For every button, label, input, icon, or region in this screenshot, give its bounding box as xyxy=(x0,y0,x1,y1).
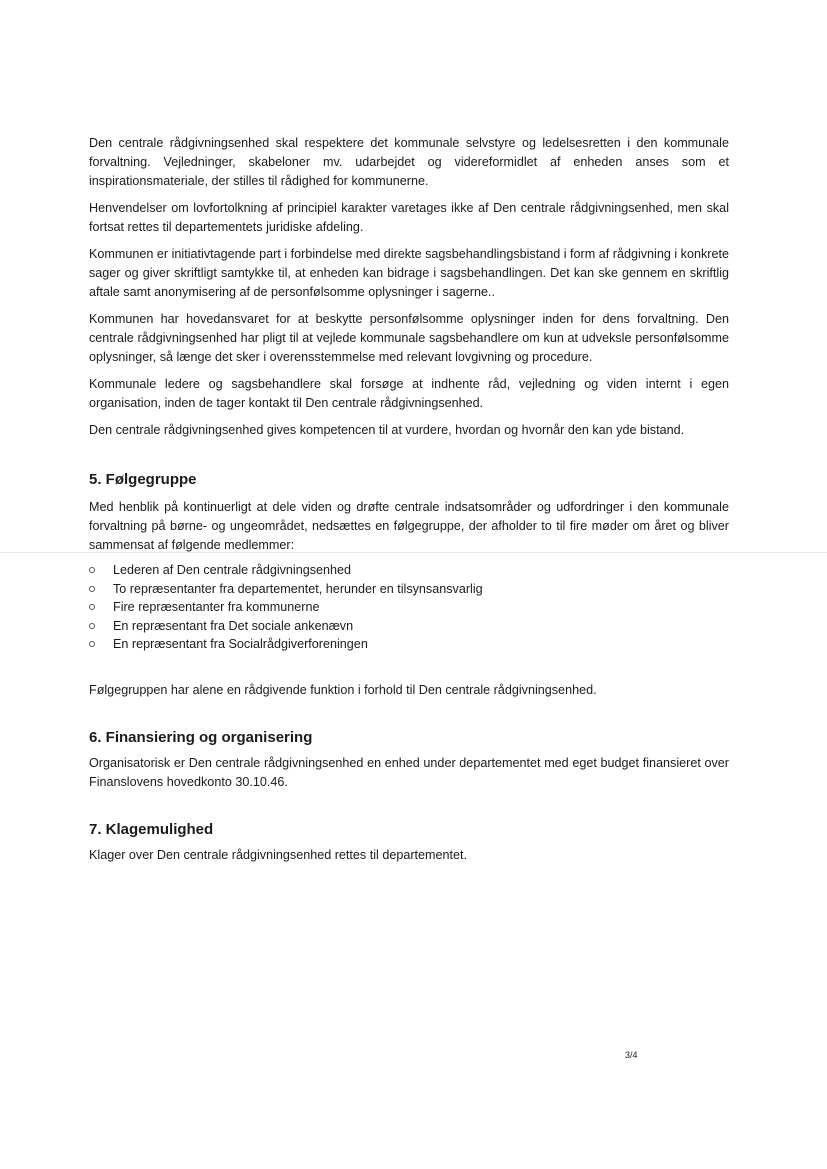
section-6-body: Organisatorisk er Den centrale rådgivningsenhed en enhed under departementet med eget budget finansieret over Finanslovens hovedkonto 30.10.46. xyxy=(89,755,729,789)
list-item: En repræsentant fra Det sociale ankenævn xyxy=(89,617,729,636)
document-body xyxy=(89,134,729,873)
member-list xyxy=(89,561,729,654)
list-item: Fire repræsentanter fra kommunerne xyxy=(89,598,729,617)
bullet-icon xyxy=(89,604,95,610)
section-6-heading: 6. Finansiering og organisering xyxy=(89,728,313,746)
section-5-closing: Følgegruppen har alene en rådgivende funktion i forhold til Den centrale rådgivningsenhed. xyxy=(89,682,597,697)
bullet-icon xyxy=(89,567,95,573)
page-number: 3/4 xyxy=(625,1050,638,1060)
list-item: Lederen af Den centrale rådgivningsenhed xyxy=(89,561,729,580)
bullet-icon xyxy=(89,623,95,629)
paragraph: Kommunen er initiativtagende part i forbindelse med direkte sagsbehandlingsbistand i form af rådgivning i konkrete sager og giver skriftligt samtykke til, at enheden kan bidrage i sagsbehandlingen. Det kan ske gennem en skriftlig aftale samt anonymisering af de personfølsomme oplysninger i sagerne.. xyxy=(89,247,729,299)
paragraph: Kommunale ledere og sagsbehandlere skal forsøge at indhente råd, vejledning og viden internt i egen organisation, inden de tager kontakt til Den centrale rådgivningsenhed. xyxy=(89,377,729,410)
section-7-heading: 7. Klagemulighed xyxy=(89,820,214,838)
bullet-icon xyxy=(89,641,95,647)
paragraph: Den centrale rådgivningsenhed gives kompetencen til at vurdere, hvordan og hvornår den kan yde bistand. xyxy=(89,423,685,437)
section-5-heading: 5. Følgegruppe xyxy=(89,471,197,488)
list-item: To repræsentanter fra departementet, herunder en tilsynsansvarlig xyxy=(89,580,729,599)
section-7-body: Klager over Den centrale rådgivningsenhed rettes til departementet. xyxy=(89,847,468,862)
paragraph: Henvendelser om lovfortolkning af principiel karakter varetages ikke af Den centrale rådgivningsenhed, men skal fortsat rettes til departementets juridiske afdeling. xyxy=(89,201,729,234)
paragraph: Kommunen har hovedansvaret for at beskytte personfølsomme oplysninger inden for dens forvaltning. Den centrale rådgivningsenhed har pligt til at vejlede kommunale sagsbehandlere om kun at udveksle personfølsomme oplysninger, så længe det sker i overensstemmelse med relevant lovgivning og procedure. xyxy=(89,312,729,364)
section-5-intro: Med henblik på kontinuerligt at dele viden og drøfte centrale indsatsområder og udfordringer i den kommunale forvaltning på børne- og ungeområdet, nedsættes en følgegruppe, der afholder to til fire møder om året og bliver sammensat af følgende medlemmer: xyxy=(89,500,729,552)
paragraph: Den centrale rådgivningsenhed skal respektere det kommunale selvstyre og ledelsesretten i den kommunale forvaltning. Vejledninger, skabeloner mv. udarbejdet og videreformidlet af enheden anses som et inspirationsmateriale, der stilles til rådighed for kommunerne. xyxy=(89,136,729,188)
list-item: En repræsentant fra Socialrådgiverforeningen xyxy=(89,635,729,654)
bullet-icon xyxy=(89,586,95,592)
